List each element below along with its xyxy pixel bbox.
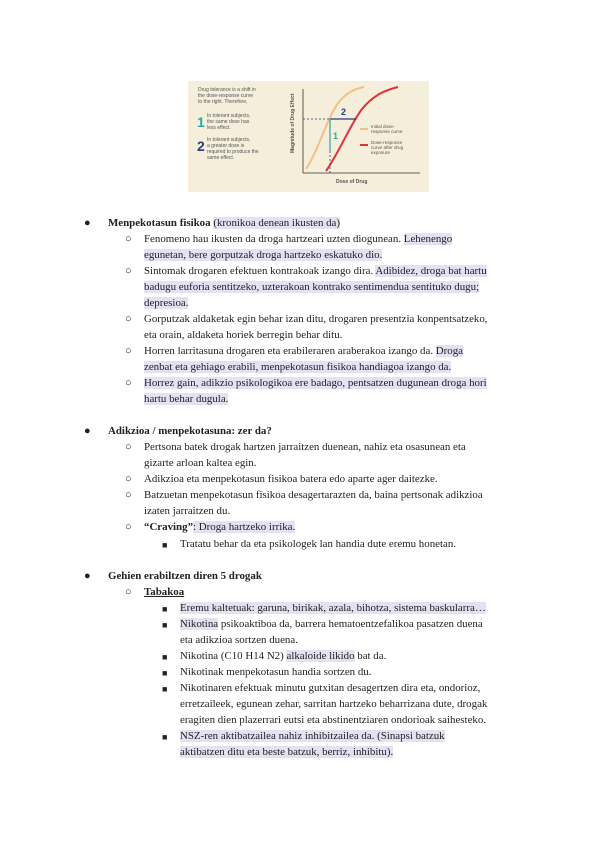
s1-item2-text-a: Sintomak drogaren efektuen kontrakoak izango dira. — [144, 265, 374, 277]
craving-definition: : Droga hartzeko irrika. — [193, 521, 296, 533]
note1-number: 1 — [197, 114, 205, 130]
s3-item6-text-b: aktibatzen ditu eta beste batzuk, berriz, inhibitu). — [180, 746, 394, 758]
marker-2: 2 — [341, 107, 347, 117]
s1-item5-cont — [144, 392, 528, 408]
y-axis-label: Magnitude of Drug Effect — [290, 93, 296, 153]
s2-item3-cont — [144, 504, 528, 520]
s1-item2-cont2 — [144, 296, 528, 312]
note2-number: 2 — [197, 138, 205, 154]
s3-item3-text-b: alkaloide likido — [286, 650, 355, 662]
s1-item4-text-b: Droga — [435, 345, 463, 357]
s1-item5 — [144, 376, 528, 392]
bullet-l3: ■ — [162, 684, 168, 694]
s3-item5-text-a: Nikotinaren efektuak minutu gutxitan desagertzen dira eta, ondorioz, — [180, 682, 481, 694]
s1-item4-text-c: zenbat eta gehiago erabili, menpekotasun fisikoa handiagoa izango da. — [144, 361, 452, 373]
s1-item3-text-a: Gorputzak aldaketak egin behar izan ditu, drogaren presentzia konpentsatzeko, — [144, 313, 488, 325]
marker-1: 1 — [333, 131, 339, 141]
s2-item1-cont — [144, 456, 528, 472]
note-intro-2: the dose-response curve — [198, 93, 254, 99]
bullet-l1: ● — [84, 217, 91, 229]
bullet-l1: ● — [84, 425, 91, 437]
s1-item1-text-a: Fenomeno hau ikusten da droga hartzeari uzten diogunean. — [144, 233, 402, 245]
note1-line-3: less effect. — [207, 125, 231, 131]
bullet-l3: ■ — [162, 620, 168, 630]
bullet-l2: ○ — [125, 233, 132, 245]
s1-item1 — [144, 232, 528, 248]
s3-item4 — [180, 665, 528, 681]
s2-item3-text-a: Batzuetan menpekotasun fisikoa desagertarazten da, baina pertsonak adikzioa — [144, 489, 483, 501]
s3-item1 — [180, 601, 528, 617]
s1-item4 — [144, 344, 528, 360]
s2-item4-sub-text: Tratatu behar da eta psikologek lan handia dute eremu honetan. — [180, 538, 457, 550]
section3-title: Gehien erabiltzen diren 5 drogak — [108, 570, 262, 582]
s1-item2-text-c: badugu euforia sentitzeko, uzterakoan kontrako sentimendua sentituko dugu; — [144, 281, 480, 293]
s2-item3 — [144, 488, 528, 504]
s1-item3-cont — [144, 328, 528, 344]
tabakoa-title: Tabakoa — [144, 586, 185, 598]
s3-item2-text-a: Nikotina — [180, 618, 219, 630]
x-axis-label: Dose of Drug — [336, 179, 368, 185]
s1-item4-text-a: Horren larritasuna drogaren eta erabileraren araberakoa izango da. — [144, 345, 434, 357]
s1-item2-text-d: depresioa. — [144, 297, 189, 309]
section2-heading — [108, 424, 528, 440]
s2-item4-sub — [180, 537, 528, 553]
s3-item6-text-a: NSZ-ren aktibatzailea nahiz inhibitzailea da. (Sinapsi batzuk — [180, 730, 445, 742]
legend-initial-line-2: response curve — [371, 129, 403, 134]
s2-item2-text: Adikzioa eta menpekotasun fisikoa batera edo aparte ager daitezke. — [144, 473, 438, 485]
bullet-l3: ■ — [162, 540, 168, 550]
s2-item4 — [144, 520, 528, 536]
bullet-l2: ○ — [125, 313, 132, 325]
legend-after-line-2: curve after drug — [371, 145, 404, 150]
s2-item3-text-b: izaten jarraitzen du. — [144, 505, 231, 517]
note-intro-3: to the right. Therefore, — [198, 99, 248, 105]
legend-after-line-1: Dose-response — [371, 140, 403, 145]
bullet-l3: ■ — [162, 668, 168, 678]
s3-item2-text-c: eta adikzioa sortzen duena. — [180, 634, 298, 646]
note2-line-3: required to produce the — [207, 149, 259, 155]
note1-line-1: In tolerant subjects, — [207, 113, 251, 119]
s3-item1-text: Eremu kaltetuak: garuna, birikak, azala, bihotza, sistema baskularra… — [180, 602, 486, 614]
s2-item2 — [144, 472, 528, 488]
section1-title-note: (kronikoa denean ikusten da) — [213, 217, 341, 229]
note2-line-4: same effect. — [207, 155, 235, 161]
bullet-l2: ○ — [125, 586, 132, 598]
s3-item3 — [180, 649, 528, 665]
s2-item1-text-b: gizarte arloan kaltea egin. — [144, 457, 257, 469]
s3-item3-text-c: bat da. — [354, 650, 387, 662]
s3-item6-cont — [180, 745, 528, 761]
section1-heading — [108, 216, 528, 232]
bullet-l3: ■ — [162, 604, 168, 614]
s1-item2-cont — [144, 280, 528, 296]
s1-item3-text-b: eta orain, aldaketa horiek berregin behar ditu. — [144, 329, 343, 341]
bullet-l2: ○ — [125, 265, 132, 277]
s1-item2-text-b: Adibidez, droga bat hartu — [375, 265, 487, 277]
s3-item4-text: Nikotinak menpekotasun handia sortzen du. — [180, 666, 372, 678]
s3-item2-text-b: psikoaktiboa da, barrera hematoentzefalikoa pasatzen duena — [218, 618, 483, 630]
bullet-l2: ○ — [125, 377, 132, 389]
tolerance-chart — [188, 81, 429, 192]
bullet-l2: ○ — [125, 489, 132, 501]
section3-heading — [108, 569, 528, 585]
note-intro-1: Drug tolerance is a shift in — [198, 87, 256, 93]
craving-term: “Craving” — [144, 521, 194, 533]
bullet-l1: ● — [84, 570, 91, 582]
s3-item3-text-a: Nikotina (C10 H14 N2) — [180, 650, 287, 662]
note2-line-2: a greater dose is — [207, 143, 245, 149]
s3-item5-cont2 — [180, 713, 528, 729]
legend-initial-line-1: Initial dose- — [371, 124, 395, 129]
bullet-l3: ■ — [162, 652, 168, 662]
s1-item2 — [144, 264, 528, 280]
s3-item5-text-b: erretzaileek, egunean zehar, sarritan hartzeko beharrizana dute, drogak — [180, 698, 488, 710]
s2-item1-text-a: Pertsona batek drogak hartzen jarraitzen duenean, nahiz eta osasunean eta — [144, 441, 466, 453]
legend-after-line-3: exposure — [371, 150, 390, 155]
s3-item2 — [180, 617, 528, 633]
s1-item1-text-c: egunetan, bere gorputzak droga hartzeko eskatuko dio. — [144, 249, 383, 261]
bullet-l2: ○ — [125, 345, 132, 357]
s1-item5-text-a: Horrez gain, adikzio psikologikoa ere badago, pentsatzen dugunean droga hori — [144, 377, 487, 389]
s2-item1 — [144, 440, 528, 456]
bullet-l2: ○ — [125, 441, 132, 453]
s1-item3 — [144, 312, 528, 328]
note2-line-1: In tolerant subjects, — [207, 137, 251, 143]
s1-item5-text-b: hartu behar dugula. — [144, 393, 229, 405]
bullet-l2: ○ — [125, 473, 132, 485]
tabakoa-heading — [144, 585, 528, 601]
bullet-l2: ○ — [125, 521, 132, 533]
s3-item6 — [180, 729, 528, 745]
s1-item1-text-b: Lehenengo — [403, 233, 453, 245]
section1-title: Menpekotasun fisikoa — [108, 217, 211, 229]
bullet-l3: ■ — [162, 732, 168, 742]
tolerance-figure — [188, 81, 429, 192]
section2-title: Adikzioa / menpekotasuna: zer da? — [108, 425, 272, 437]
s1-item1-cont — [144, 248, 528, 264]
s1-item4-cont — [144, 360, 528, 376]
s3-item2-cont — [180, 633, 528, 649]
note1-line-2: the same dose has — [207, 119, 250, 125]
s3-item5-cont — [180, 697, 528, 713]
s3-item5-text-c: eragiten dien plazerrari eutsi eta abstinentziaren ondorioak saihesteko. — [180, 714, 487, 726]
s3-item5 — [180, 681, 528, 697]
